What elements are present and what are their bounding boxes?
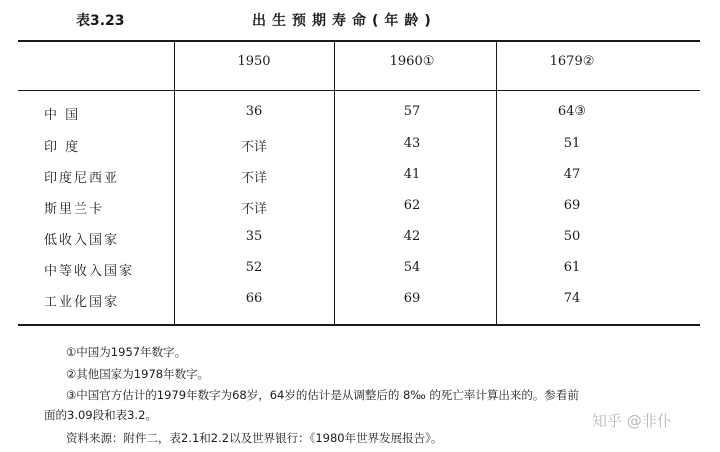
value-1950: 66 [245, 291, 263, 306]
value-1679: 74 [563, 291, 581, 306]
value-1960: 69 [403, 291, 421, 306]
row-label: 工业化国家 [44, 295, 120, 310]
table-row [0, 260, 720, 286]
footnote-3-continued: 面的3.09段和表3.2。 [44, 408, 157, 422]
table-caption [0, 8, 720, 32]
value-1960: 54 [403, 260, 421, 275]
footnote-3: ③中国官方估计的1979年数字为68岁，64岁的估计是从调整后的 8‰ 的死亡率计算出来的。参看前 [66, 388, 579, 402]
value-1950: 不详 [240, 140, 267, 155]
column-header-1960: 1960① [389, 54, 435, 69]
value-1679: 69 [563, 198, 581, 213]
value-1679: 64③ [557, 104, 587, 119]
table-row [0, 229, 720, 255]
value-1950: 35 [245, 229, 263, 244]
bottom-rule [18, 324, 700, 326]
column-header-1679: 1679② [549, 54, 595, 69]
value-1950: 不详 [240, 202, 267, 217]
value-1950: 不详 [240, 171, 267, 186]
table-row [0, 104, 720, 130]
footnote-2: ②其他国家为1978年数字。 [66, 367, 210, 381]
table-title: 出生预期寿命(年龄) [252, 13, 437, 29]
value-1960: 42 [403, 229, 421, 244]
value-1950: 36 [245, 104, 263, 119]
value-1679: 47 [563, 167, 581, 182]
value-1960: 57 [403, 104, 421, 119]
header-rule [18, 90, 700, 91]
value-1950: 52 [245, 260, 263, 275]
source-note: 资料来源：附件二，表2.1和2.2以及世界银行：《1980年世界发展报告》。 [66, 431, 443, 445]
row-label: 低收入国家 [44, 233, 120, 248]
top-rule [18, 40, 700, 42]
column-header-1950: 1950 [237, 54, 271, 69]
table-row [0, 198, 720, 224]
row-label: 中 国 [44, 108, 81, 123]
row-label: 斯里兰卡 [44, 202, 105, 217]
value-1960: 41 [403, 167, 421, 182]
table-number: 表3.23 [76, 13, 125, 29]
watermark: 知乎 @非仆 [592, 412, 672, 430]
value-1960: 62 [403, 198, 421, 213]
row-label: 印 度 [44, 140, 81, 155]
footnote-1: ①中国为1957年数字。 [66, 345, 187, 359]
table-row [0, 291, 720, 317]
row-label: 印度尼西亚 [44, 171, 120, 186]
table-row [0, 136, 720, 162]
value-1679: 50 [563, 229, 581, 244]
value-1960: 43 [403, 136, 421, 151]
row-label: 中等收入国家 [44, 264, 135, 279]
value-1679: 61 [563, 260, 581, 275]
table-row [0, 167, 720, 193]
value-1679: 51 [563, 136, 581, 151]
